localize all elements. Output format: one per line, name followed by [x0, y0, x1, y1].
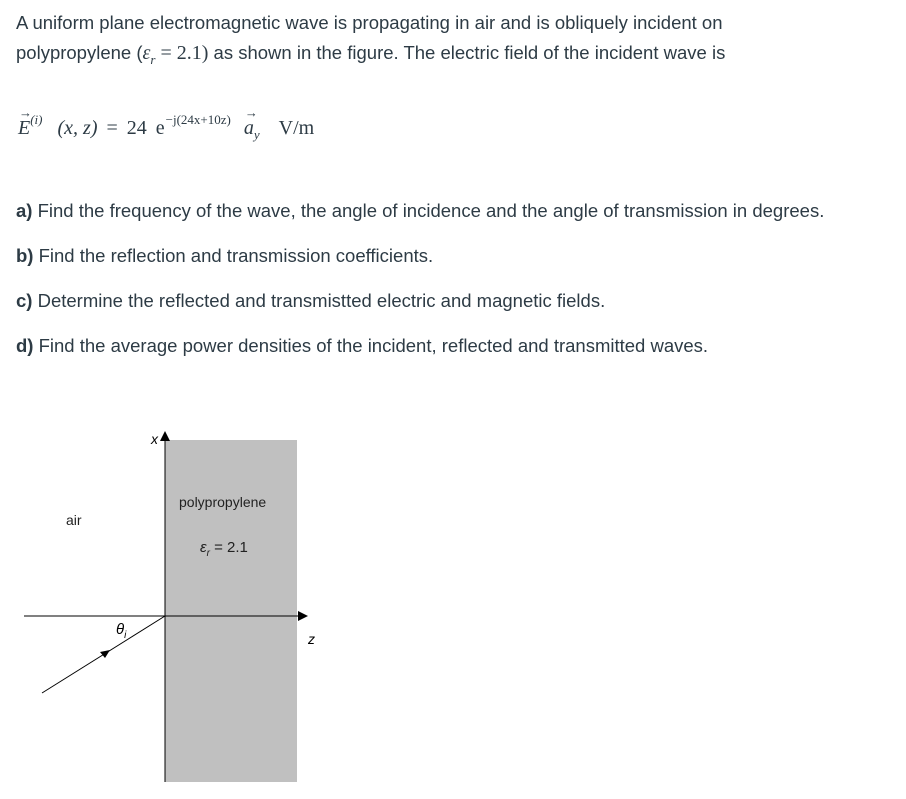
- question-b: b) Find the reflection and transmission coefficients.: [16, 245, 434, 266]
- material-permittivity: $\varepsilon_r = 2.1$: [200, 539, 248, 559]
- unit-vector: → a: [244, 117, 254, 140]
- permittivity-inline: $\varepsilon_r = 2.1$): [142, 42, 209, 67]
- x-axis-arrow: [160, 431, 170, 441]
- equals-sign: =: [106, 117, 118, 139]
- incidence-angle-label: $\theta_i$: [116, 621, 127, 641]
- e-field-symbol: → E: [18, 117, 30, 140]
- question-d: d) Find the average power densities of the incident, reflected and transmitted waves.: [16, 335, 709, 356]
- z-axis-label: z: [308, 631, 315, 647]
- amplitude: 24: [126, 117, 147, 139]
- e-field-superscript: (i): [30, 112, 43, 127]
- problem-line-2-prefix: polypropylene (: [16, 42, 143, 63]
- e-field-args: (x, z): [57, 117, 98, 139]
- problem-line-2-suffix: as shown in the figure. The electric field of the incident wave is: [208, 42, 726, 63]
- question-a: a) Find the frequency of the wave, the angle of incidence and the angle of transmission in degrees.: [16, 200, 825, 221]
- incident-ray-arrow: [100, 650, 110, 658]
- problem-line-1: A uniform plane electromagnetic wave is propagating in air and is obliquely incident on: [16, 12, 723, 33]
- z-axis-arrow: [298, 611, 308, 621]
- question-c: c) Determine the reflected and transmistted electric and magnetic fields.: [16, 290, 606, 311]
- exponent: −j(24x+10z): [165, 112, 231, 127]
- unit-vector-sub: y: [253, 127, 260, 142]
- x-axis-label: x: [151, 431, 158, 447]
- units: V/m: [278, 117, 315, 139]
- exp-base: e: [155, 117, 165, 139]
- polypropylene-region: [165, 440, 297, 782]
- air-label: air: [66, 512, 82, 528]
- polypropylene-label: polypropylene: [179, 494, 267, 510]
